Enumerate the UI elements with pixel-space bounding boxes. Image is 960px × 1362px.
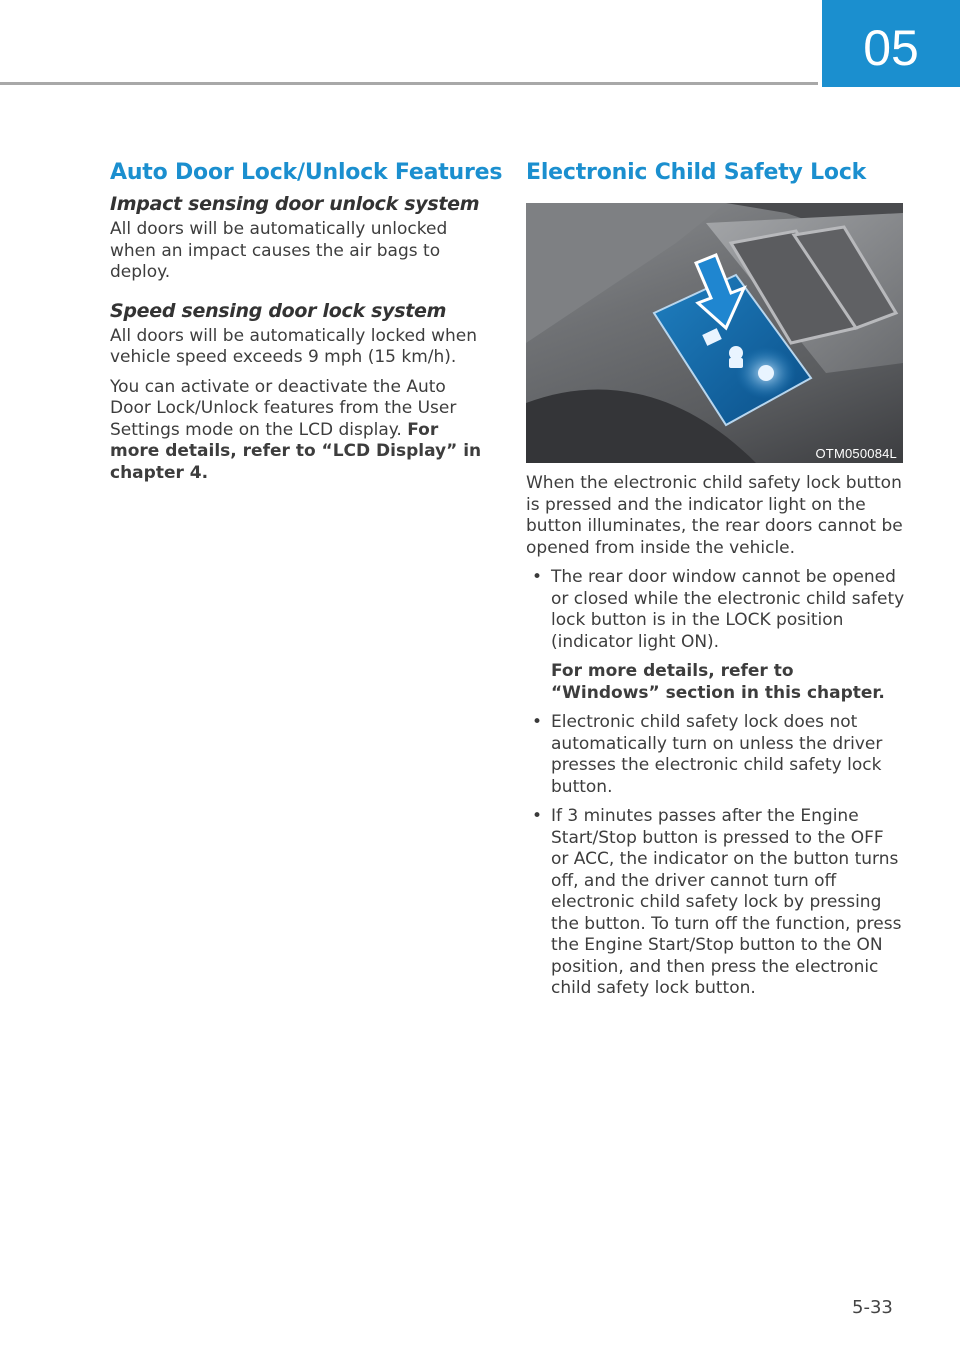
list-item <box>526 806 906 1000</box>
list-item <box>526 712 906 798</box>
bullet-text: Electronic child safety lock does not automatically turn on unless the driver presses the electronic child safety lock button. <box>551 712 883 797</box>
bullet-text: The rear door window cannot be opened or closed while the electronic child safety lock button is in the LOCK position (indicator light ON). <box>551 567 905 652</box>
right-column <box>526 160 906 1008</box>
bullet-dot: • <box>532 712 543 732</box>
bullet-text: If 3 minutes passes after the Engine Start/Stop button is pressed to the OFF or ACC, the indicator on the button turns off, and the driver cannot turn off electronic child safety lock by pressing the button. To turn off the function, press the Engine Start/Stop button to the ON position, and then press the electronic child safety lock button. <box>551 806 902 998</box>
speed-sensing-text: All doors will be automatically locked when vehicle speed exceeds 9 mph (15 km/h). <box>110 325 478 367</box>
bullet-dot: • <box>532 806 543 826</box>
windows-reference: For more details, refer to “Windows” section in this chapter. <box>551 661 885 703</box>
left-column <box>110 160 503 492</box>
settings-text: You can activate or deactivate the Auto Door Lock/Unlock features from the User Settings mode on the LCD display. <box>110 376 457 440</box>
child-lock-button-illustration <box>526 203 903 463</box>
child-lock-button-photo <box>526 203 903 463</box>
subtitle-speed-sensing: Speed sensing door lock system <box>110 299 447 322</box>
page-number: 5-33 <box>852 1297 893 1318</box>
impact-sensing-text: All doors will be automatically unlocked when an impact causes the air bags to deploy. <box>110 219 448 282</box>
bullet-dot: • <box>532 567 543 587</box>
image-code: OTM050084L <box>815 446 897 461</box>
child-lock-bullets <box>526 567 906 1000</box>
child-lock-intro: When the electronic child safety lock button is pressed and the indicator light on the button illuminates, the rear doors cannot be opened from inside the vehicle. <box>526 473 903 558</box>
auto-lock-settings-text <box>110 377 490 485</box>
lcd-display-reference: For more details, refer to “LCD Display” in chapter 4. <box>110 419 482 483</box>
header-rule <box>0 82 818 85</box>
chapter-tab: 05 <box>822 0 960 87</box>
list-item <box>526 567 906 704</box>
subtitle-impact-sensing: Impact sensing door unlock system <box>110 193 480 215</box>
section-title-auto-door-lock: Auto Door Lock/Unlock Features <box>110 160 503 185</box>
section-title-child-safety-lock: Electronic Child Safety Lock <box>526 160 867 185</box>
